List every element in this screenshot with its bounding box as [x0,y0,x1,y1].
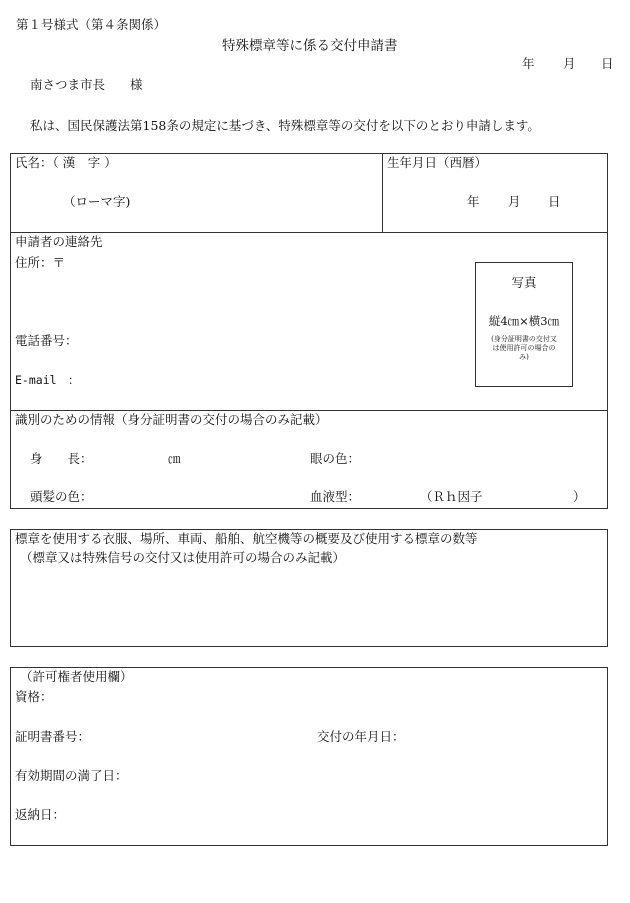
certificate-number-field[interactable]: 証明書番号： [15,729,91,744]
date-month-label: 月 [563,56,576,71]
emblem-section [10,529,608,647]
rh-factor-field[interactable]: （Ｒｈ因子 [420,489,483,504]
dob-day-label: 日 [548,194,561,209]
emblem-note: （標章又は特殊信号の交付又は使用許可の場合のみ記載） [20,550,346,565]
height-field[interactable]: 身 長： [30,451,93,466]
divider-name-contact [10,232,608,233]
name-dob-divider [382,153,383,233]
qualification-field[interactable]: 資格： [15,689,53,704]
page-title: 特殊標章等に係る交付申請書 [222,38,398,54]
phone-field[interactable]: 電話番号： [15,333,78,348]
email-field[interactable]: E-mail ： [15,373,80,387]
rh-factor-close: ） [573,489,586,504]
official-use-heading: （許可権者使用欄） [20,669,133,684]
photo-box [475,262,573,387]
divider-contact-identity [10,410,608,411]
dob-month-label: 月 [508,194,521,209]
photo-note: (身分証明書の交付又は使用許可の場合のみ) [491,335,557,362]
return-date-field[interactable]: 返納日： [15,807,66,822]
address-field[interactable]: 住所：〒 [15,255,66,270]
blood-type-field[interactable]: 血液型： [310,489,361,504]
dob-label: 生年月日（西暦） [387,155,488,170]
emblem-description-label: 標章を使用する衣服、場所、車両、船舶、航空機等の概要及び使用する標章の数等 [15,531,478,546]
contact-heading: 申請者の連絡先 [15,234,103,249]
date-day-label: 日 [601,56,614,71]
expiry-date-field[interactable]: 有効期間の満了日： [15,768,128,783]
photo-size: 縦4㎝×横3㎝ [488,314,560,328]
official-use-section [10,667,608,846]
form-number: 第１号様式（第４条関係） [16,17,167,32]
height-unit: ㎝ [168,451,181,466]
photo-title: 写真 [511,275,537,290]
eye-color-field[interactable]: 眼の色： [310,451,361,466]
date-year-label: 年 [522,56,535,71]
addressee: 南さつま市長 様 [30,77,143,92]
dob-year-label: 年 [467,194,480,209]
issue-date-field[interactable]: 交付の年月日： [317,729,405,744]
application-statement: 私は、国民保護法第158条の規定に基づき、特殊標章等の交付を以下のとおり申請します。 [30,118,540,133]
identity-heading: 識別のための情報（身分証明書の交付の場合のみ記載） [15,412,328,427]
hair-color-field[interactable]: 頭髪の色： [30,489,93,504]
name-roman-label: （ローマ字) [63,194,131,209]
name-kanji-label: 氏名：（ 漢 字 ） [15,155,117,170]
